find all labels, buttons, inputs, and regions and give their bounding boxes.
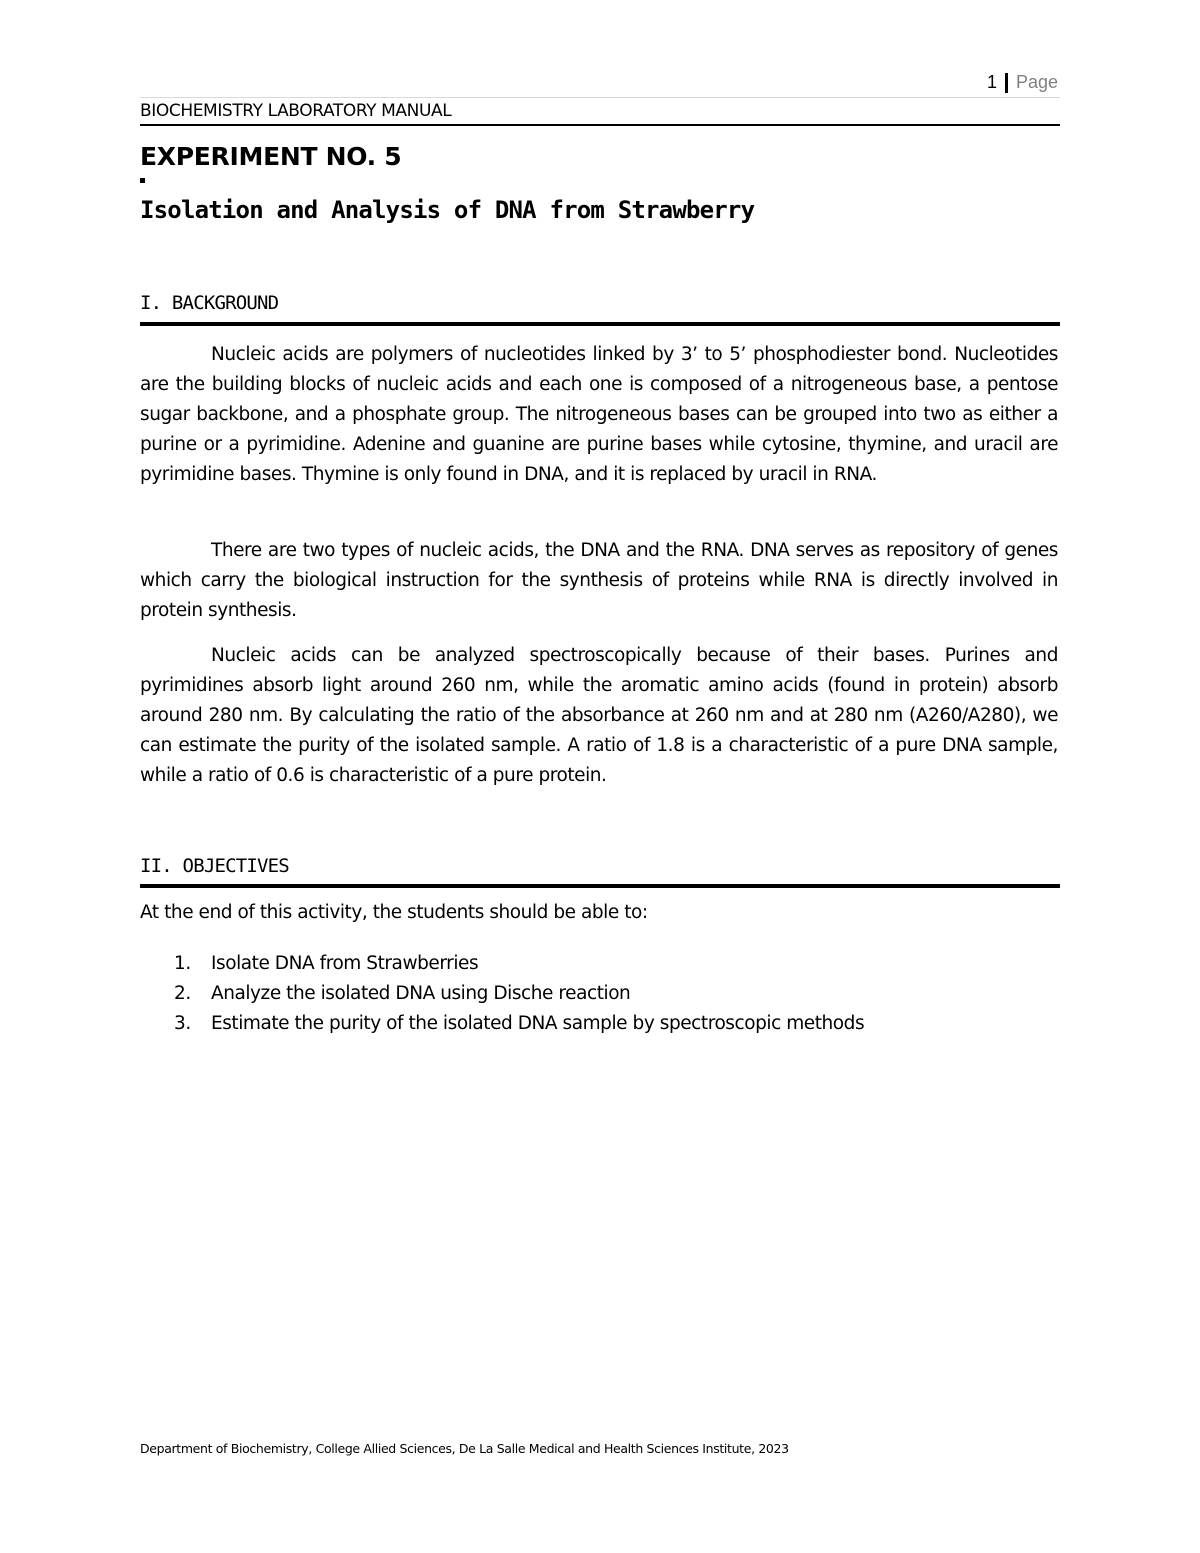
- page-label: Page: [1015, 72, 1058, 92]
- list-item-number: 3.: [174, 1013, 191, 1034]
- experiment-number: EXPERIMENT NO. 5: [140, 142, 402, 171]
- list-item: [140, 979, 864, 1009]
- background-paragraph-2: There are two types of nucleic acids, the DNA and the RNA. DNA serves as repository of genes which carry the biological instruction for the synthesis of proteins while RNA is directly involved in protein synthesis.: [140, 540, 1058, 621]
- list-item-text: Isolate DNA from Strawberries: [211, 953, 479, 974]
- objectives-list: [140, 949, 864, 1039]
- header-divider: [140, 124, 1060, 126]
- background-paragraph-1: Nucleic acids are polymers of nucleotides linked by 3’ to 5’ phosphodiester bond. Nucleotides are the building blocks of nucleic acids and each one is composed of a nitrogeneous base, a pentose sugar backbone, and a phosphate group. The nitrogeneous bases can be grouped into two as either a purine or a pyrimidine. Adenine and guanine are purine bases while cytosine, thymine, and uracil are pyrimidine bases. Thymine is only found in DNA, and it is replaced by uracil in RNA.: [140, 344, 1058, 485]
- objectives-heading: II. OBJECTIVES: [140, 855, 289, 877]
- experiment-title: Isolation and Analysis of DNA from Strawberry: [140, 196, 755, 224]
- objectives-divider: [140, 884, 1060, 888]
- manual-title: BIOCHEMISTRY LABORATORY MANUAL: [140, 101, 452, 121]
- page-number-separator: [1005, 73, 1008, 93]
- list-item-number: 1.: [174, 953, 191, 974]
- background-heading: I. BACKGROUND: [140, 292, 279, 314]
- list-item-text: Analyze the isolated DNA using Dische reaction: [211, 983, 631, 1004]
- page-number-value: 1: [986, 72, 997, 92]
- list-item: [140, 1009, 864, 1039]
- list-item: [140, 949, 864, 979]
- background-divider: [140, 322, 1060, 326]
- page-number: [987, 72, 1058, 93]
- footer-text: Department of Biochemistry, College Allied Sciences, De La Salle Medical and Health Sciences Institute, 2023: [140, 1441, 789, 1456]
- bullet-mark: [140, 178, 145, 183]
- objectives-intro: At the end of this activity, the students should be able to:: [140, 902, 648, 923]
- list-item-number: 2.: [174, 983, 191, 1004]
- header-top-divider: [140, 97, 1060, 98]
- list-item-text: Estimate the purity of the isolated DNA sample by spectroscopic methods: [211, 1013, 865, 1034]
- background-paragraph-3: Nucleic acids can be analyzed spectroscopically because of their bases. Purines and pyrimidines absorb light around 260 nm, while the aromatic amino acids (found in protein) absorb around 280 nm. By calculating the ratio of the absorbance at 260 nm and at 280 nm (A260/A280), we can estimate the purity of the isolated sample. A ratio of 1.8 is a characteristic of a pure DNA sample, while a ratio of 0.6 is characteristic of a pure protein.: [140, 645, 1058, 786]
